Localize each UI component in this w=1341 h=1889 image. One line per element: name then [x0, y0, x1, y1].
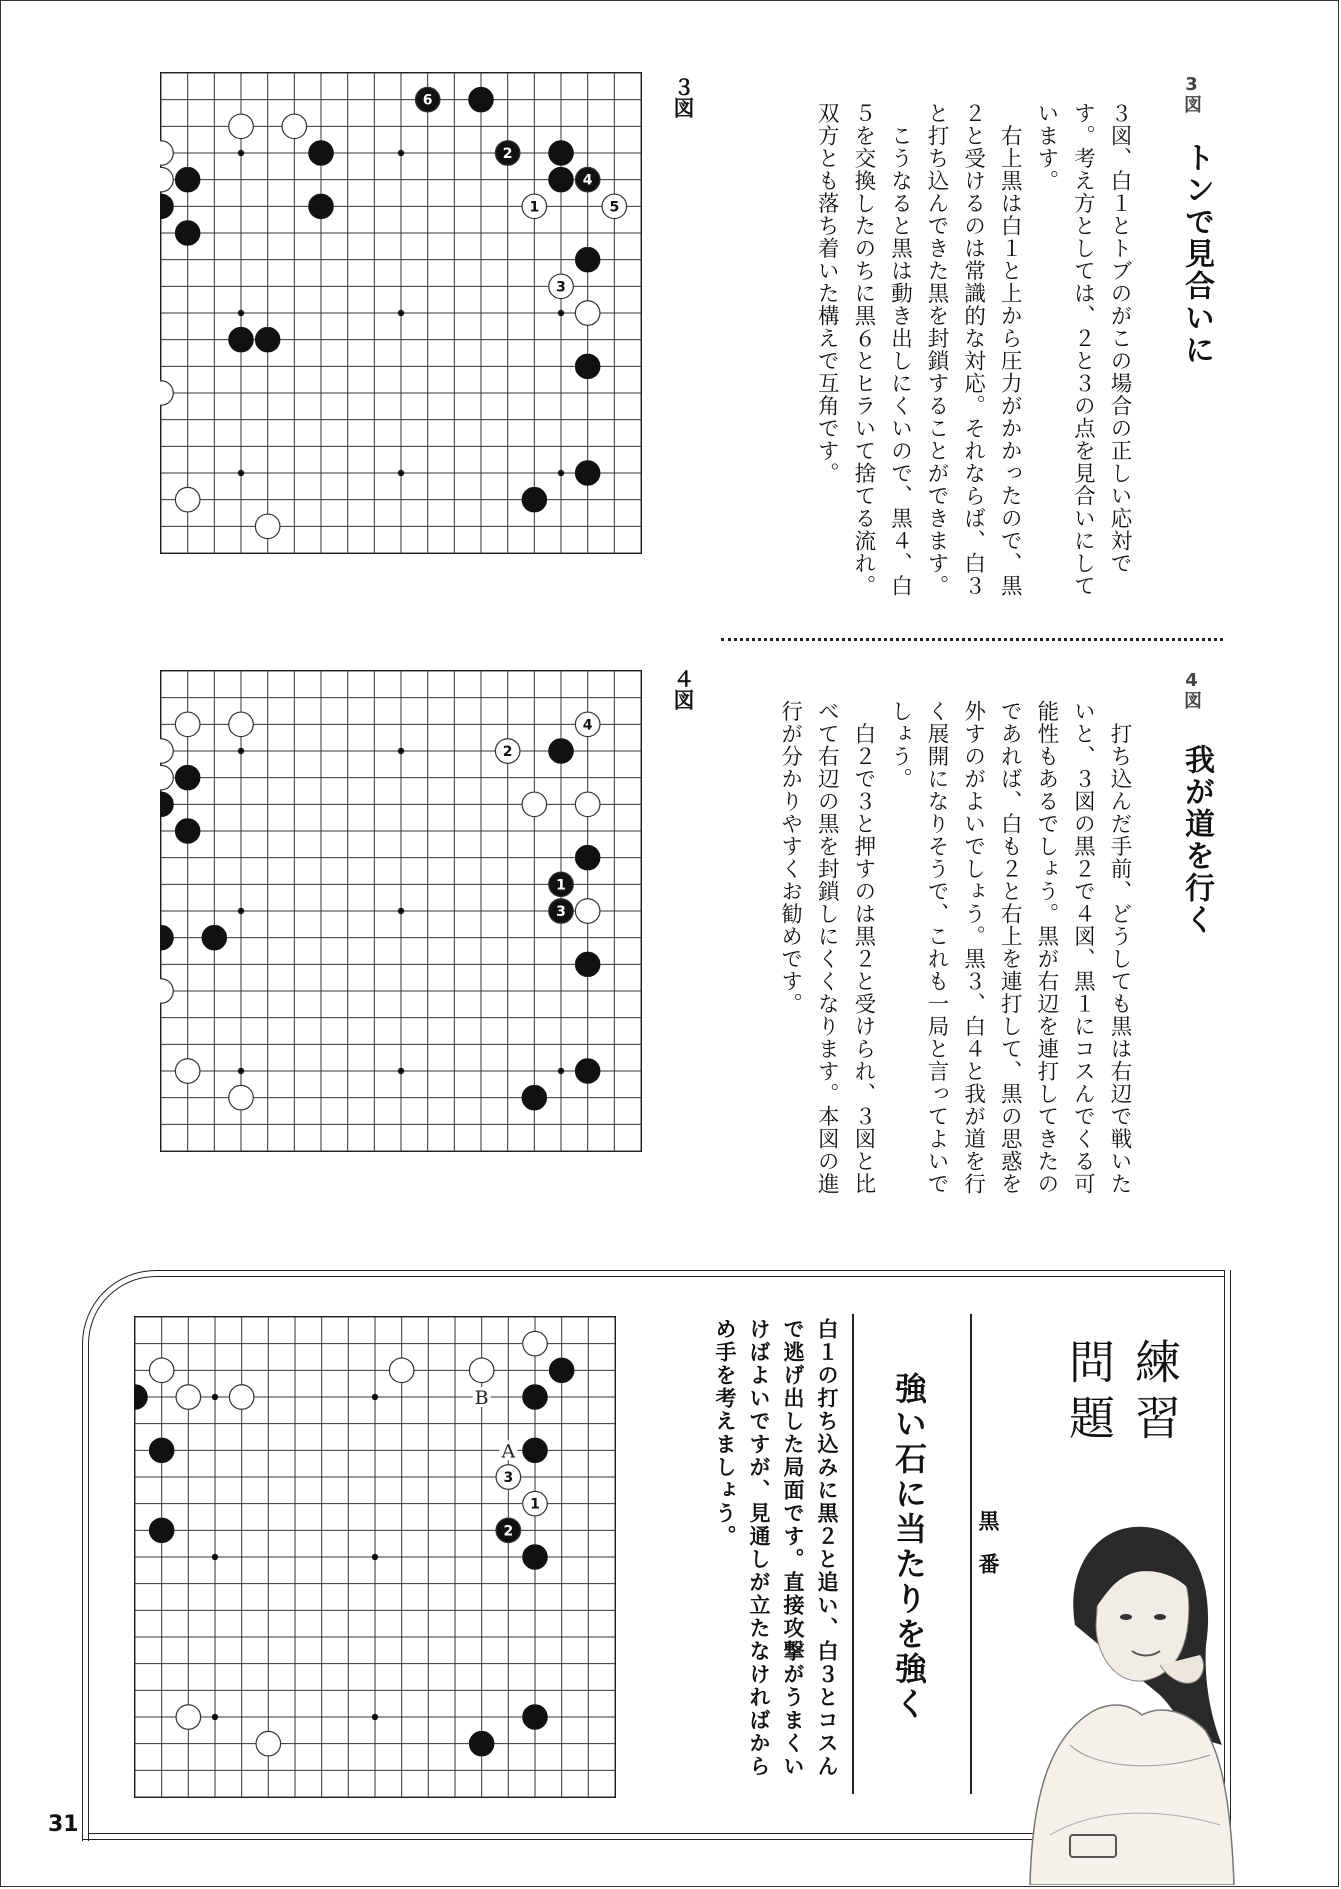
section4-body: 打ち込んだ手前、どうしても黒は右辺で戦いたいと、３図の黒２で４図、黒１にコスんでくる可能性もあるでしょう。黒が右辺を連打してきたのであれば、白も２と右上を連打して、黒の思惑を外すのがよいでしょう。黒３、白４と我が道を行く展開になりそうで、これも一局と言ってよいでしょう。 白２で３と押すのは黒２と受けられ、３図と比べて右辺の黒を封鎖しにくくなります。本図の進行が分かりやすくお勧めです。 [777, 700, 1132, 1195]
black-stone [549, 167, 574, 192]
star-point [398, 748, 404, 754]
move-number: 3 [556, 279, 566, 296]
white-stone [282, 114, 307, 139]
numbered-stone [549, 899, 574, 924]
section3-body: ３図、白１とトブのがこの場合の正しい応対です。考え方としては、２と３の点を見合いにしています。 右上黒は白１と上から圧力がかかったので、黒２と受けるのは常識的な対応。それならば、白３と打ち込んできた黒を封鎖することができます。 こうなると黒は動き出しにくいので、黒４、白５を交換したのちに黒６とヒラいて捨てる流れ。双方とも落ち着いた構えで互角です。 [814, 102, 1132, 597]
fig4-label: ４図 [671, 668, 695, 710]
numbered-stone [495, 141, 520, 166]
star-point [398, 470, 404, 476]
move-number: 1 [556, 877, 566, 894]
board-letter: B [474, 1387, 489, 1409]
star-point [238, 310, 244, 316]
black-stone [469, 87, 494, 112]
go-board-fig3 [160, 72, 642, 554]
star-point [398, 908, 404, 914]
star-point [238, 1068, 244, 1074]
move-number: 1 [530, 1496, 540, 1513]
star-point [398, 150, 404, 156]
section3-number: 3図 [1181, 74, 1202, 113]
white-stone [229, 1085, 254, 1110]
move-number: 1 [529, 199, 540, 216]
star-point [238, 908, 244, 914]
black-stone [575, 952, 600, 977]
section4-heading: 我が道を行く [1179, 744, 1214, 936]
move-number: 3 [503, 1470, 514, 1486]
black-stone [549, 739, 574, 764]
section3-heading: トンで見合いに [1179, 142, 1214, 366]
black-stone [549, 141, 574, 166]
star-point [238, 748, 244, 754]
page-number: 31 [48, 1812, 79, 1837]
white-stone [175, 712, 200, 737]
section-divider [721, 638, 1223, 641]
board-letter: A [501, 1440, 516, 1463]
white-stone [229, 114, 254, 139]
white-stone [522, 792, 547, 817]
star-point [238, 150, 244, 156]
black-stone [309, 194, 334, 219]
numbered-stone [495, 739, 520, 764]
problem-title: 練習 問題 [1062, 1338, 1182, 1450]
move-number: 4 [582, 717, 593, 734]
white-stone [255, 514, 280, 539]
move-number: 2 [502, 146, 513, 162]
numbered-stone [415, 87, 440, 112]
black-stone [255, 327, 280, 352]
move-number: 3 [556, 904, 566, 920]
star-point [558, 310, 564, 316]
move-number: 2 [503, 1523, 514, 1540]
black-stone [202, 925, 227, 950]
black-stone [575, 1059, 600, 1084]
white-stone [575, 301, 600, 326]
problem-body: 白１の打ち込みに黒２と追い、白３とコスんで逃げ出した局面です。直接攻撃がうまくいけばよいですが、見通しが立たなければからめ手を考えましょう。 [713, 1318, 839, 1778]
problem-turn: 黒番 [976, 1510, 1000, 1596]
problem-rule-2 [852, 1314, 854, 1794]
fig3-label: ３図 [671, 76, 695, 118]
black-stone [175, 167, 200, 192]
move-number: 4 [582, 172, 593, 189]
black-stone [175, 819, 200, 844]
white-stone [575, 899, 600, 924]
move-number: 5 [609, 199, 620, 216]
black-stone [175, 221, 200, 246]
star-point [558, 470, 564, 476]
black-stone [575, 461, 600, 486]
black-stone [309, 141, 334, 166]
move-number: 6 [422, 92, 433, 109]
black-stone [575, 247, 600, 272]
numbered-stone [575, 167, 600, 192]
go-board-fig4 [160, 670, 642, 1152]
move-number: 2 [502, 744, 513, 760]
white-stone [229, 712, 254, 737]
numbered-stone [575, 712, 600, 737]
numbered-stone [522, 194, 547, 219]
problem-rule-1 [970, 1314, 972, 1794]
star-point [398, 310, 404, 316]
black-stone [229, 327, 254, 352]
white-stone [175, 487, 200, 512]
star-point [238, 470, 244, 476]
black-stone [175, 765, 200, 790]
star-point [398, 1068, 404, 1074]
player-portrait [1010, 1505, 1240, 1885]
black-stone [522, 487, 547, 512]
numbered-stone [549, 872, 574, 897]
section4-number: 4図 [1181, 670, 1202, 709]
white-stone [175, 1059, 200, 1084]
star-point [558, 1068, 564, 1074]
black-stone [575, 354, 600, 379]
problem-subtitle: 強い石に当たりを強く [890, 1372, 928, 1722]
numbered-stone [549, 274, 574, 299]
black-stone [575, 845, 600, 870]
white-stone [575, 792, 600, 817]
black-stone [522, 1085, 547, 1110]
numbered-stone [602, 194, 627, 219]
